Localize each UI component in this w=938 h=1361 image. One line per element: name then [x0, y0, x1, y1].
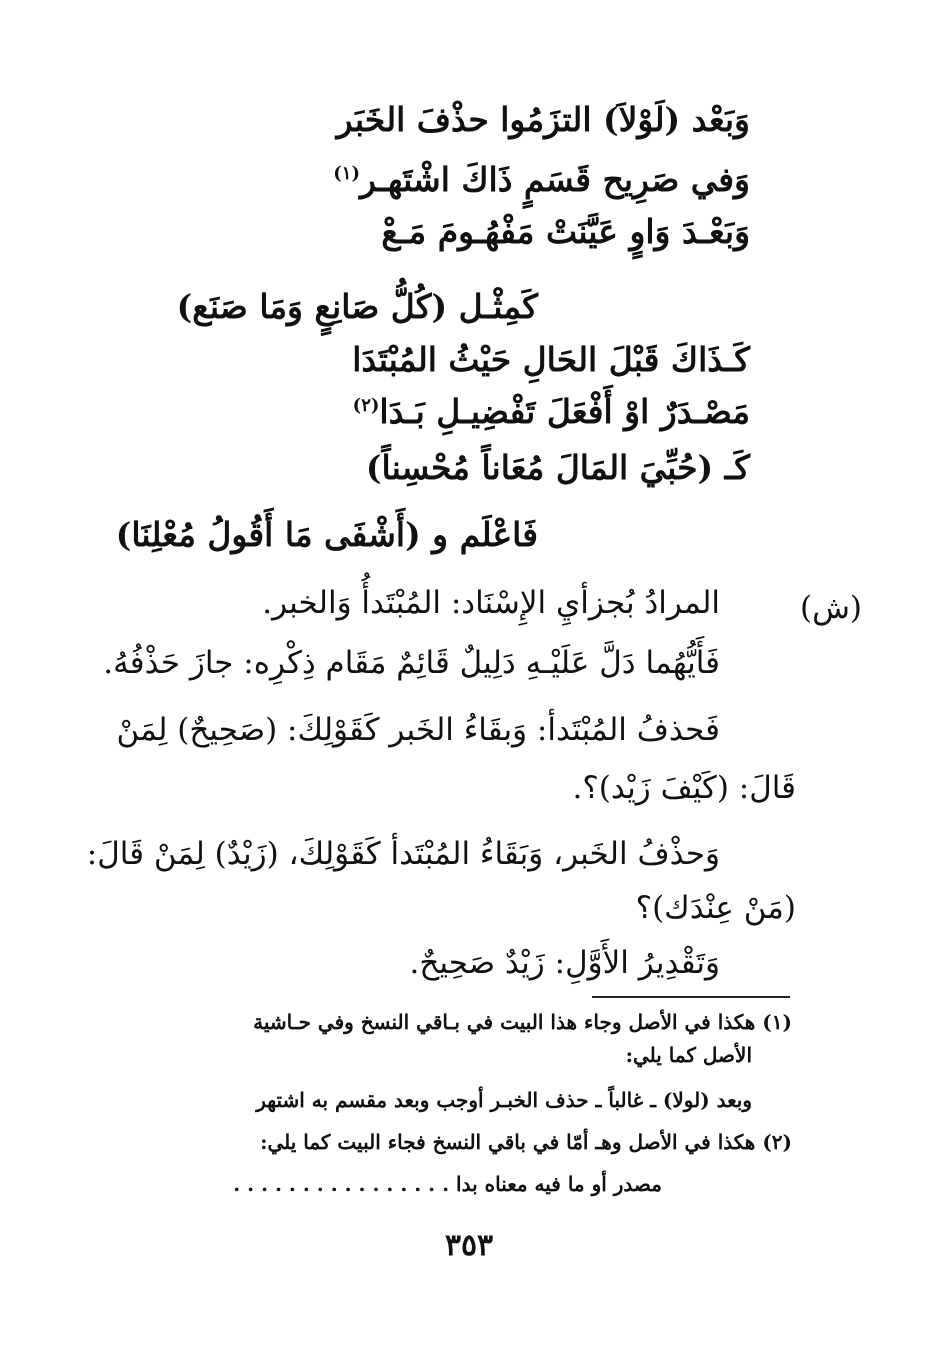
footnote-1-cont: الأصل كما يلي:	[625, 1043, 752, 1067]
footnote-1: (١) هكذا في الأصل وجاء هذا البيت في بـاقي النسخ وفي حـاشية	[253, 1010, 792, 1034]
footnote-separator	[592, 996, 790, 998]
verse-3: وَبَعْـدَ وَاوٍ عَيَّنَتْ مَفْهُـومَ مَـعْ	[381, 212, 750, 251]
commentary-line-2: فَأَيُّهُما دَلَّ عَلَيْـهِ دَلِيلٌ قَائِمٌ مَقَام ذِكْرِه: جازَ حَذْفُهُ.	[103, 645, 720, 681]
verse-4: كَمِثْـل (كُلُّ صَانِعٍ وَمَا صَنَع)	[176, 287, 538, 326]
commentary-line-3: فَحذفُ المُبْتَدأ: وَبقَاءُ الخَبر كَقَوْلِكَ: (صَحِيحٌ) لِمَنْ	[116, 712, 720, 748]
footnote-ref-1: (١)	[333, 163, 360, 184]
footnote-1-verse: وبعد (لولا) ـ غالباً ـ حذف الخبـر أوجب وبعد مقسم به اشتهر	[256, 1088, 752, 1112]
page-number: ٣٥٣	[444, 1228, 494, 1263]
footnote-2: (٢) هكذا في الأصل وهـ أمّا في باقي النسخ فجاء البيت كما يلي:	[260, 1130, 792, 1154]
verse-6: مَصْـدَرٌ اوْ أَفْعَلَ تَفْضِيـلِ بَـدَا$^{(٢)}$	[352, 392, 750, 431]
footnote-2-verse: مصدر أو ما فيه معناه بدا . . . . . . . . . . . . . . . .	[233, 1172, 662, 1196]
verse-8: فَاعْلَم و (أَشْفَى مَا أَقُولُ مُعْلِنَا)	[115, 515, 538, 554]
commentary-line-1: المرادُ بُجزأيِ الإِسْنَاد: المُبْتَدأُ وَالخبر.	[262, 585, 720, 621]
verse-5: كَـذَاكَ قَبْلَ الحَالِ حَيْثُ المُبْتَدَا	[352, 340, 750, 379]
verse-7: كَـ (حُبِّيَ المَالَ مُعَاناً مُحْسِناً)	[365, 448, 750, 487]
commentary-line-7: وَتَقْدِيرُ الأَوَّلِ: زَيْدٌ صَحِيحٌ.	[409, 945, 720, 981]
footnote-ref-2: (٢)	[352, 395, 380, 416]
commentary-line-6: (مَنْ عِنْدَك)؟	[635, 890, 796, 926]
commentary-marker: (ش)	[799, 590, 862, 626]
commentary-line-5: وَحذْفُ الخَبر، وَبَقَاءُ المُبْتَدأ كَقَوْلِكَ، (زَيْدٌ) لِمَنْ قَالَ:	[86, 836, 720, 872]
verse-2: وَفي صَرِيح قَسَمٍ ذَاكَ اشْتَهـر$^{(١)}$	[333, 160, 750, 199]
commentary-line-4: قَالَ: (كَيْفَ زَيْد)؟.	[572, 770, 796, 806]
verse-1: وَبَعْد (لَوْلاَ) التزَمُوا حذْفَ الخَبَر	[336, 100, 750, 139]
